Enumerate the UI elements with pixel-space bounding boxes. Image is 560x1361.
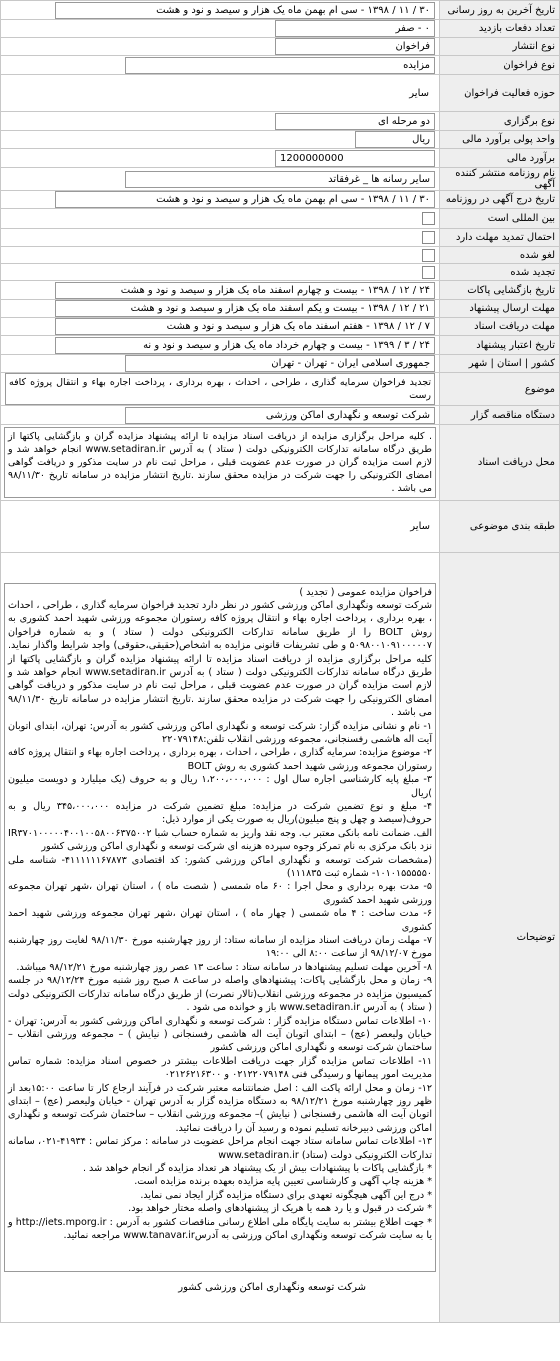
- description-text: فراخوان مزایده عمومی ( تجدید ) شرکت توسعه ونگهداری اماکن ورزشی کشور در نظر دارد تجدید فراخوان سرمایه گذاری ، طراحی ، احداث ، بهره برداری ، پرداخت اجاره بهاء و انتقال پروژه کافه رستوران مجموعه ورزشی شهید احمد کشوری به روش BOLT را از طریق سامانه تدارکات الکترونیکی دولت ( ستاد ) و به شماره فراخوان ۵۰۹۸۰۰۱۰۹۱۰۰۰۰۰۷ و طی تشریفات قانونی مزایده به اشخاص(حقیقی،حقوقی) واجد شرایط واگذار نماید. کلیه مراحل برگزاری مزایده از دریافت اسناد مزایده تا ارائه پیشنهاد مزایده گران و بازگشایی پاکتها از طریق درگاه سامانه تدارکات الکترونیکی دولت ( ستاد ) به آدرس www.setadiran.ir انجام خواهد شد و لازم است مزایده گران در صورت عدم عضویت قبلی ، مراحل ثبت نام در سایت مذکور و دریافت گواهی امضای الکترونیکی را جهت شرکت در مزایده محقق سازند .تاریخ انتشار مزایده در سامانه تاریخ ۹۸/۱۱/۳۰ می باشد . ۱- نام و نشانی مزایده گزار: شرکت توسعه و نگهداری اماکن ورزشی کشور به آدرس: تهران، ابتدای اتوبان آیت اله هاشمی رفسنجانی، مجموعه ورزشی انقلاب تلفن:۲۲۰۷۹۱۴۸ ۲- موضوع مزایده: سرمایه گذاری ، طراحی ، احداث ، بهره برداری ، پرداخت اجاره بهاء و انتقال پروژه کافه رستوران مجموعه ورزشی شهید احمد کشوری به روش BOLT ۳- مبلغ پایه کارشناسی اجاره سال اول : ۱،۲۰۰،۰۰۰،۰۰۰ ریال و به حروف (یک میلیارد و دویست میلیون )ریال ۴- مبلغ و نوع تضمین شرکت در مزایده: مبلغ تضمین شرکت در مزایده ۳۴۵،۰۰۰،۰۰۰ ریال و به حروف(سیصد و چهل و پنج میلیون)ریال به صورت یکی از موارد ذیل: الف. ضمانت نامه بانکی معتبر ب. وجه نقد واریز به شماره حساب شبا IR۳۷۰۱۰۰۰۰۰۴۰۰۱۰۰۵۸۰۰۶۳۷۵۰۰۲ نزد بانک مرکزی به نام تمرکز وجوه سپرده هزینه ای شرکت توسعه و نگهداری اماکن ورزشی کشور (مشخصات شرکت توسعه و نگهداری اماکن ورزشی کشور: کد اقتصادی ۴۱۱۱۱۱۱۶۷۸۷۳- شناسه ملی ۱۰۱۰۱۵۵۵۵۵۰- شماره ثبت ۱۱۱۸۳۵) ۵- مدت بهره برداری و محل اجرا : ۶۰ ماه شمسی ( شصت ماه ) ، استان تهران ،شهر تهران مجموعه ورزشی شهید احمد کشوری ۶- مدت ساخت : ۴ ماه شمسی ( چهار ماه ) ، استان تهران ،شهر تهران مجموعه ورزشی شهید احمد کشوری ۷- مهلت زمان دریافت اسناد مزایده از سامانه ستاد: از روز چهارشنبه مورخ ۹۸/۱۱/۳۰ لغایت روز چهارشنبه مورخ ۹۸/۱۲/۰۷ از ساعت ۸:۰۰ الی ۱۹:۰۰ ۸- آخرین مهلت تسلیم پیشنهادها در سامانه ستاد : ساعت ۱۳ عصر روز چهارشنبه مورخ ۹۸/۱۲/۲۱ میباشد. ۹- زمان و محل بازگشایی پاکات: پیشنهادهای واصله در ساعت ۸ صبح روز شنبه مورخ ۹۸/۱۲/۲۴ در جلسه کمیسیون مزایده در مجموعه ورزشی انقلاب(تالار نصرت) از طریق درگاه سامانه تدارکات الکترونیکی دولت ( ستاد ) به آدرس www.setadiran.ir باز و خوانده می شود . ۱۰- اطلاعات تماس دستگاه مزایده گزار : شرکت توسعه و نگهداری اماکن ورزشی کشور به آدرس: تهران - خیابان ولیعصر (عج) – ابتدای اتوبان آیت اله هاشمی رفسنجانی ( نیایش ) – مجموعه ورزشی انقلاب – ساختمان شرکت توسعه و نگهداری اماکن ورزشی کشور ۱۱- اطلاعات تماس مزایده گزار جهت دریافت اطلاعات بیشتر در خصوص اسناد مزایده: شماره تماس مدیریت امور پیمانها و رسیدگی فنی ۰۲۱۲۲۰۷۹۱۴۸ و ۰۲۱۲۶۲۱۶۳۰۰ ۱۲- زمان و محل ارائه پاکت الف : اصل ضمانتنامه معتبر شرکت در فرآیند ارجاع کار تا ساعت ۱۵:۰۰بعد از ظهر روز چهارشنبه مورخ ۹۸/۱۲/۲۱ به دستگاه مزایده گزار به آدرس تهران - خیابان ولیعصر (عج) – ابتدای اتوبان آیت اله هاشمی رفسنجانی ( نیایش )– مجموعه ورزشی انقلاب – ساختمان شرکت توسعه و نگهداری اماکن ورزشی دبیرخانه تسلیم نموده و رسید آن را دریافت نمائید. ۱۳- اطلاعات تماس سامانه ستاد جهت انجام مراحل عضویت در سامانه : مرکز تماس : ۴۱۹۳۴-۰۲۱، سامانه تدارکات الکترونیکی دولت (ستاد) www.setadiran.ir * بازگشایی پاکات با پیشنهادات بیش از یک پیشنهاد هر تعداد مزایده گر انجام خواهد شد . * هزینه چاپ آگهی و کارشناسی تعیین پایه مزایده بعهده برنده مزایده است. * درج این آگهی هیچگونه تعهدی برای دستگاه مزایده گزار ایجاد نمی نماید. * شرکت در قبول و یا رد همه یا هریک از پیشنهادهای واصله مختار خواهد بود. * جهت اطلاع بیشتر به سایت پایگاه ملی اطلاع رسانی مناقصات کشور به آدرس : http://iets.mporg.ir و یا به سایت شرکت توسعه ونگهداری اماکن ورزشی به آدرسwww.tanavar.ir مراجعه نمائید.: [4, 583, 436, 1272]
- field-value-cell: [1, 281, 440, 300]
- description-row-label: توضیحات: [440, 553, 560, 1323]
- field-label: بین المللی است: [440, 209, 560, 229]
- field-value: فراخوان: [275, 38, 435, 55]
- field-row: [1, 149, 560, 168]
- field-value-cell: [1, 406, 440, 425]
- field-label: تاریخ اعتبار پیشنهاد: [440, 336, 560, 355]
- signature-line: شرکت توسعه ونگهداری اماکن ورزشی کشور: [178, 1281, 366, 1293]
- field-checkbox[interactable]: [422, 231, 435, 244]
- field-value: ریال: [355, 131, 435, 148]
- field-label: تاریخ درج آگهی در روزنامه: [440, 191, 560, 209]
- field-label: نام روزنامه منتشر کننده آگهی: [440, 168, 560, 191]
- description-row: [1, 553, 560, 1323]
- field-label: حوزه فعالیت فراخوان: [440, 75, 560, 112]
- field-value-cell: [1, 247, 440, 264]
- field-row: [1, 38, 560, 56]
- field-label: نوع برگزاری: [440, 112, 560, 131]
- field-value: جمهوری اسلامی ایران - تهران - تهران: [125, 355, 435, 372]
- field-row: [1, 1, 560, 20]
- field-label: واحد پولی برآورد مالی: [440, 131, 560, 149]
- field-row: [1, 168, 560, 191]
- field-value-cell: [1, 318, 440, 336]
- field-label: تاریخ آخرین به روز رسانی: [440, 1, 560, 20]
- field-value-cell: [1, 373, 440, 406]
- field-value: ۷ / ۱۲ / ۱۳۹۸ - هفتم اسفند ماه یک هزار و سیصد و نود و هشت: [55, 318, 435, 335]
- field-value-cell: [1, 1, 440, 20]
- field-value: 1200000000: [275, 150, 435, 167]
- field-value: ۲۴ / ۳ / ۱۳۹۹ - بیست و چهارم خرداد ماه یک هزار و سیصد و نود و نه: [55, 337, 435, 354]
- field-row: [1, 373, 560, 406]
- field-row: [1, 191, 560, 209]
- location-text: . کلیه مراحل برگزاری مزایده از دریافت اسناد مزایده تا ارائه پیشنهاد مزایده گران و بازگشایی پاکتها از طریق درگاه سامانه تدارکات الکترونیکی دولت ( ستاد ) به آدرس www.setadiran.ir انجام خواهد شد و لازم است مزایده گران در صورت عدم عضویت قبلی ، مراحل ثبت نام در سایت مذکور و دریافت گواهی امضای الکترونیکی را جهت شرکت در مزایده محقق سازند .تاریخ انتشار مزایده در سامانه تاریخ ۹۸/۱۱/۳۰ می باشد .: [4, 427, 436, 498]
- field-label: موضوع: [440, 373, 560, 406]
- field-label: تجدید شده: [440, 264, 560, 281]
- field-row: [1, 264, 560, 281]
- location-row-value-cell: [1, 425, 440, 501]
- field-row: [1, 56, 560, 75]
- field-row: [1, 209, 560, 229]
- field-row: [1, 281, 560, 300]
- field-label: تعداد دفعات بازدید: [440, 20, 560, 38]
- field-checkbox[interactable]: [422, 212, 435, 225]
- field-value: ۲۱ / ۱۲ / ۱۳۹۸ - بیست و یکم اسفند ماه یک هزار و سیصد و نود و هشت: [55, 300, 435, 317]
- field-value-cell: [1, 131, 440, 149]
- field-row: [1, 112, 560, 131]
- field-value: تجدید فراخوان سرمایه گذاری ، طراحی ، احداث ، بهره برداری ، پرداخت اجاره بهاء و انتقال پروژه کافه رست: [5, 373, 435, 405]
- field-value-cell: [1, 20, 440, 38]
- field-value-cell: [1, 336, 440, 355]
- field-label: برآورد مالی: [440, 149, 560, 168]
- field-value-cell: [1, 168, 440, 191]
- field-value: سایر رسانه ها _ غرفقاتد: [125, 171, 435, 188]
- field-label: دستگاه مناقصه گزار: [440, 406, 560, 425]
- field-label: مهلت ارسال پیشنهاد: [440, 300, 560, 318]
- field-value-cell: [1, 56, 440, 75]
- field-label: نوع انتشار: [440, 38, 560, 56]
- field-label: لغو شده: [440, 247, 560, 264]
- field-label: نوع فراخوان: [440, 56, 560, 75]
- field-label: تاریخ بازگشایی پاکات: [440, 281, 560, 300]
- category-row: [1, 501, 560, 553]
- category-value: سایر: [410, 521, 430, 532]
- field-value: ۳۰ / ۱۱ / ۱۳۹۸ - سی ام بهمن ماه یک هزار و سیصد و نود و هشت: [55, 2, 435, 19]
- field-row: [1, 247, 560, 264]
- field-label: کشور | استان | شهر: [440, 355, 560, 373]
- field-row: [1, 131, 560, 149]
- field-value-cell: [1, 38, 440, 56]
- field-row: [1, 336, 560, 355]
- location-row-label: محل دریافت اسناد: [440, 425, 560, 501]
- category-row-value-cell: [1, 501, 440, 553]
- field-value: شرکت توسعه و نگهداری اماکن ورزشی: [125, 407, 435, 424]
- field-label: احتمال تمدید مهلت دارد: [440, 229, 560, 247]
- field-row: [1, 355, 560, 373]
- field-value-cell: [1, 209, 440, 229]
- field-row: [1, 75, 560, 112]
- field-value-cell: [1, 264, 440, 281]
- field-row: [1, 300, 560, 318]
- field-value: ۰ - صفر: [275, 20, 435, 37]
- field-value-cell: [1, 191, 440, 209]
- field-value: سایر: [409, 87, 429, 99]
- field-value: ۲۴ / ۱۲ / ۱۳۹۸ - بیست و چهارم اسفند ماه یک هزار و سیصد و نود و هشت: [55, 282, 435, 299]
- field-row: [1, 229, 560, 247]
- field-checkbox[interactable]: [422, 249, 435, 262]
- category-row-label: طبقه بندی موضوعی: [440, 501, 560, 553]
- field-row: [1, 20, 560, 38]
- location-row: [1, 425, 560, 501]
- field-row: [1, 318, 560, 336]
- description-row-value-cell: [1, 553, 440, 1323]
- field-value-cell: [1, 300, 440, 318]
- field-value: مزایده: [125, 57, 435, 74]
- field-value: ۳۰ / ۱۱ / ۱۳۹۸ - سی ام بهمن ماه یک هزار و سیصد و نود و هشت: [55, 191, 435, 208]
- field-row: [1, 406, 560, 425]
- field-label: مهلت دریافت اسناد: [440, 318, 560, 336]
- field-value-cell: [1, 75, 440, 112]
- field-value: دو مرحله ای: [275, 113, 435, 130]
- field-value-cell: [1, 149, 440, 168]
- field-value-cell: [1, 112, 440, 131]
- field-value-cell: [1, 229, 440, 247]
- field-checkbox[interactable]: [422, 266, 435, 279]
- field-value-cell: [1, 355, 440, 373]
